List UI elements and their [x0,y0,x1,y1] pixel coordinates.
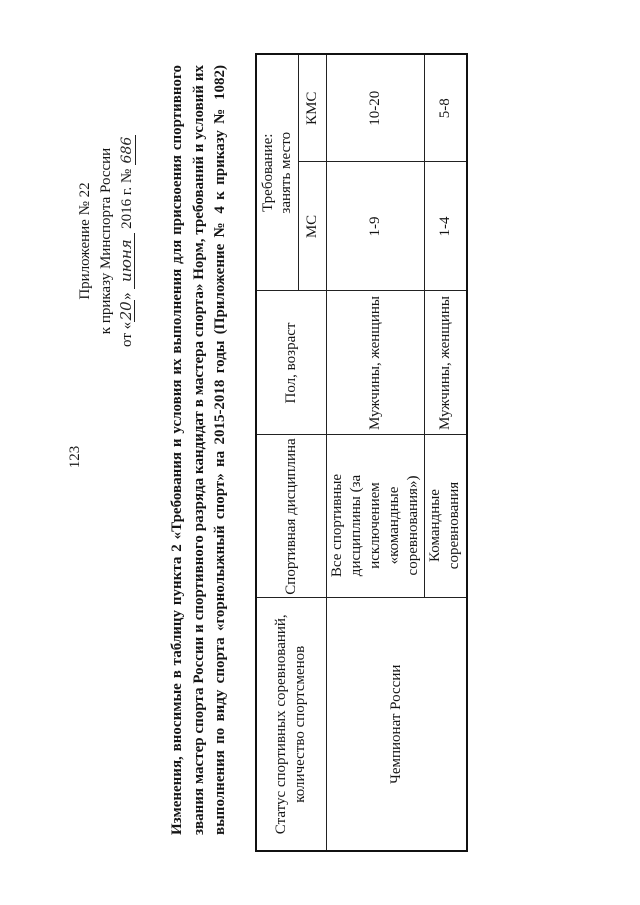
cell-competition-status: Чемпионат России [326,598,467,851]
appendix-header [75,130,138,352]
date-year-number: 2016 г. № [119,168,135,229]
table-header-row [256,54,298,851]
handwritten-day: 20 [117,301,135,321]
page-number: 123 [67,445,83,469]
header-requirement-label: Требование: занять место [260,131,295,214]
header-kms: КМС [298,54,326,162]
table-row [326,54,424,851]
title-line: звания мастер спорта России и спортивного разряда кандидат в мастера спорта» Норм, требований и условий их [190,65,207,835]
title-line: Изменения, вносимые в таблицу пункта 2 «Требования и условия их выполнения для присвоения спортивного [169,65,185,835]
header-requirement [256,54,298,291]
header-competition-status [256,598,326,851]
header-ms: МС [298,162,326,291]
date-prefix: от « [119,321,135,347]
handwritten-order-number: 686 [119,136,135,164]
cell-discipline [326,435,424,598]
cell-discipline-text: Все спортивные дисциплины (за исключением «командные соревнования») [328,473,421,578]
handwritten-month: июня [118,233,135,289]
appendix-date-line [117,130,138,352]
appendix-order-ref: к приказу Минспорта России [98,147,114,335]
cell-kms-place: 5-8 [424,54,467,162]
header-gender-age: Пол, возраст [256,291,326,435]
date-quote-close: » [119,292,135,300]
cell-discipline-text: Командные соревнования [427,481,463,570]
header-discipline: Спортивная дисциплина [256,435,326,598]
cell-ms-place: 1-9 [326,162,424,291]
cell-discipline [424,435,467,598]
header-competition-status-label: Статус спортивных соревнований, количество спортсменов [273,614,309,835]
norms-table [255,53,468,852]
cell-kms-place: 10-20 [326,54,424,162]
appendix-title: Приложение № 22 [77,182,93,300]
cell-ms-place: 1-4 [424,162,467,291]
document-title [167,65,232,835]
title-line: выполнения по виду спорта «горнолыжный спорт» на 2015-2018 годы (Приложение № 4 к приказу № 1082) [212,65,228,835]
cell-gender-age: Мужчины, женщины [326,291,424,435]
cell-gender-age: Мужчины, женщины [424,291,467,435]
